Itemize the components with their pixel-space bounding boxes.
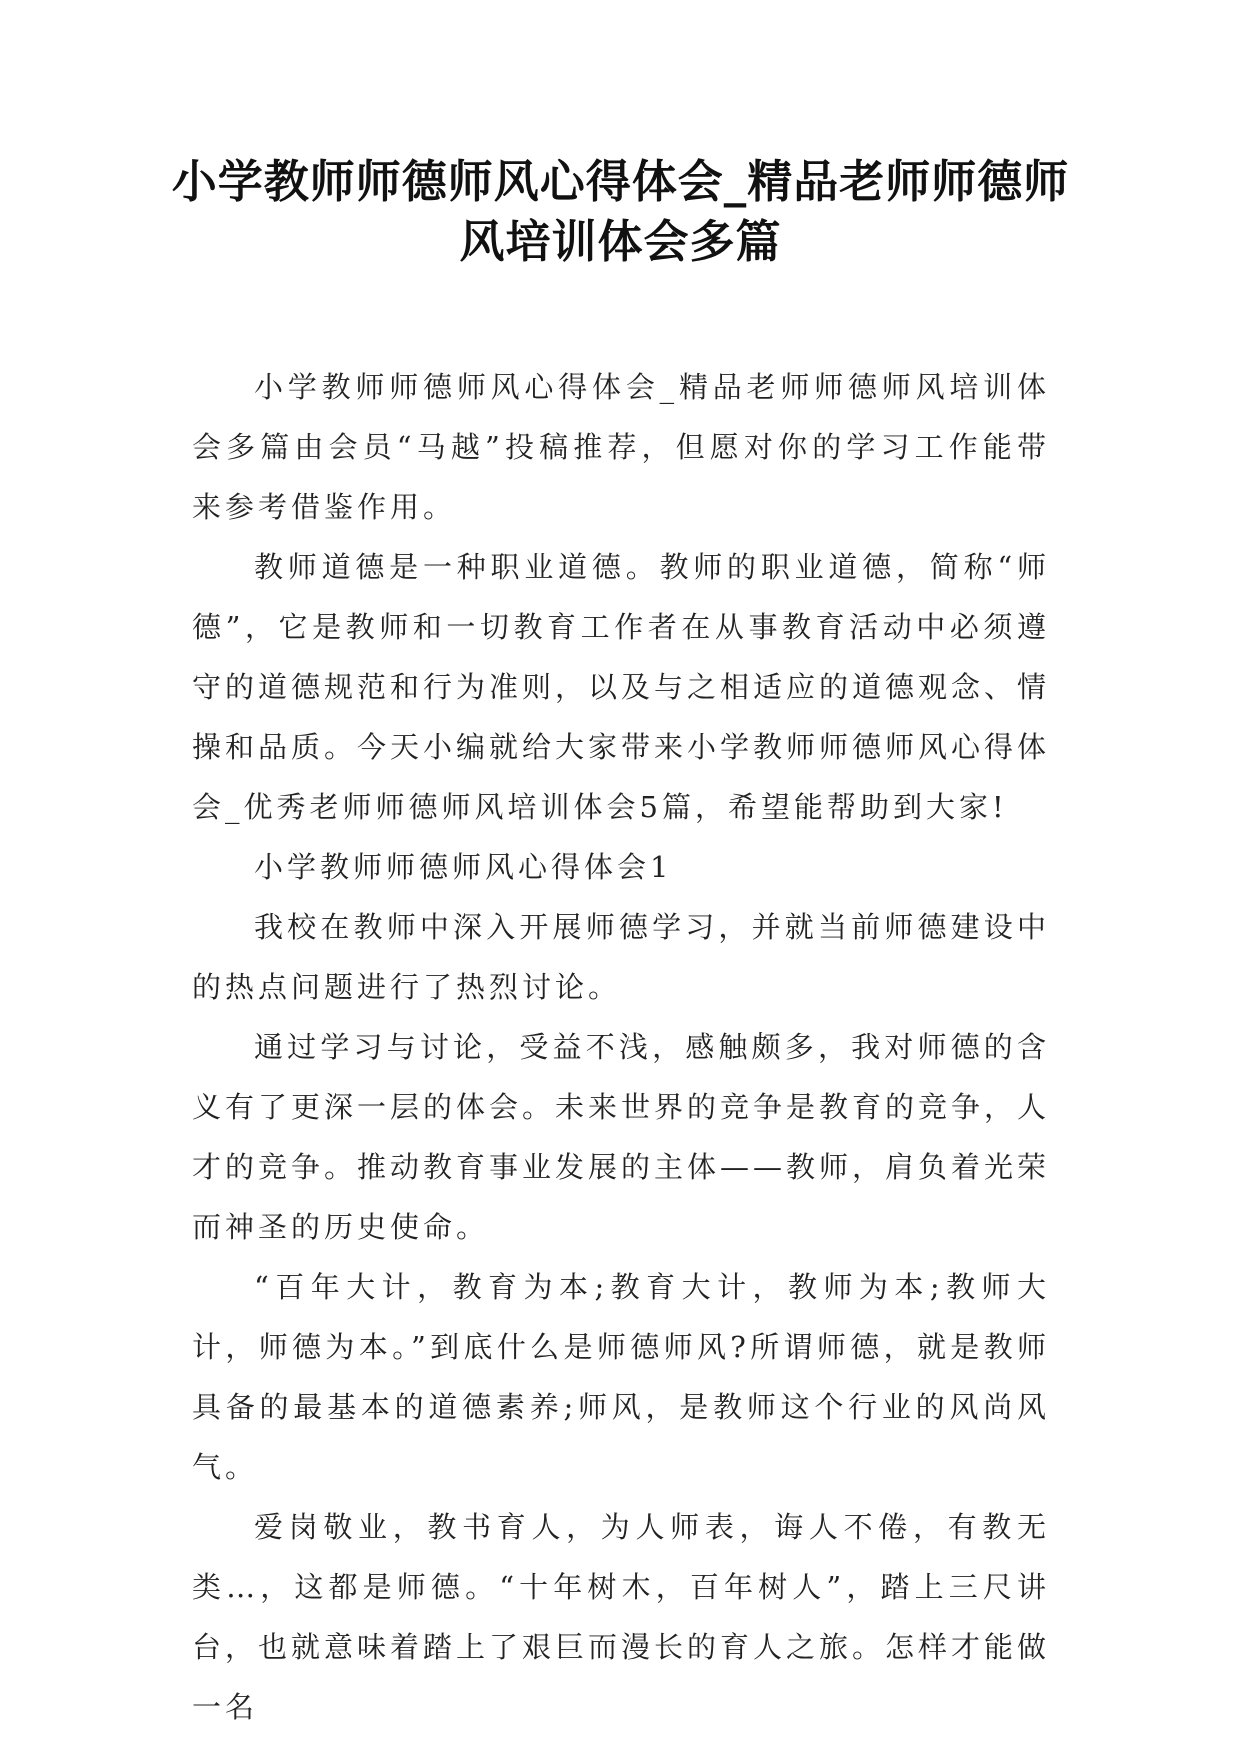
document-title: 小学教师师德师风心得体会_精品老师师德师风培训体会多篇	[171, 155, 1070, 268]
paragraph: 我校在教师中深入开展师德学习，并就当前师德建设中的热点问题进行了热烈讨论。	[192, 910, 1050, 1004]
paragraph: 爱岗敬业，教书育人，为人师表，诲人不倦，有教无类…，这都是师德。“十年树木，百年树人”，踏上三尺讲台，也就意味着踏上了艰巨而漫长的育人之旅。怎样才能做一名	[192, 1510, 1051, 1724]
paragraph: 通过学习与讨论，受益不浅，感触颇多，我对师德的含义有了更深一层的体会。未来世界的竞争是教育的竞争，人才的竞争。推动教育事业发展的主体——教师，肩负着光荣而神圣的历史使命。	[192, 1030, 1051, 1244]
paragraph-intro: 小学教师师德师风心得体会_精品老师师德师风培训体会多篇由会员“马越”投稿推荐，但愿对你的学习工作能带来参考借鉴作用。	[192, 370, 1050, 524]
section-heading: 小学教师师德师风心得体会1	[254, 850, 673, 884]
document-body	[192, 357, 1050, 1737]
paragraph: “百年大计，教育为本;教育大计，教师为本;教师大计，师德为本。”到底什么是师德师风?所谓师德，就是教师具备的最基本的道德素养;师风，是教师这个行业的风尚风气。	[192, 1270, 1050, 1484]
paragraph-definition: 教师道德是一种职业道德。教师的职业道德，简称“师德”，它是教师和一切教育工作者在从事教育活动中必须遵守的道德规范和行为准则，以及与之相适应的道德观念、情操和品质。今天小编就给大家带来小学教师师德师风心得体会_优秀老师师德师风培训体会5篇，希望能帮助到大家!	[192, 550, 1051, 824]
